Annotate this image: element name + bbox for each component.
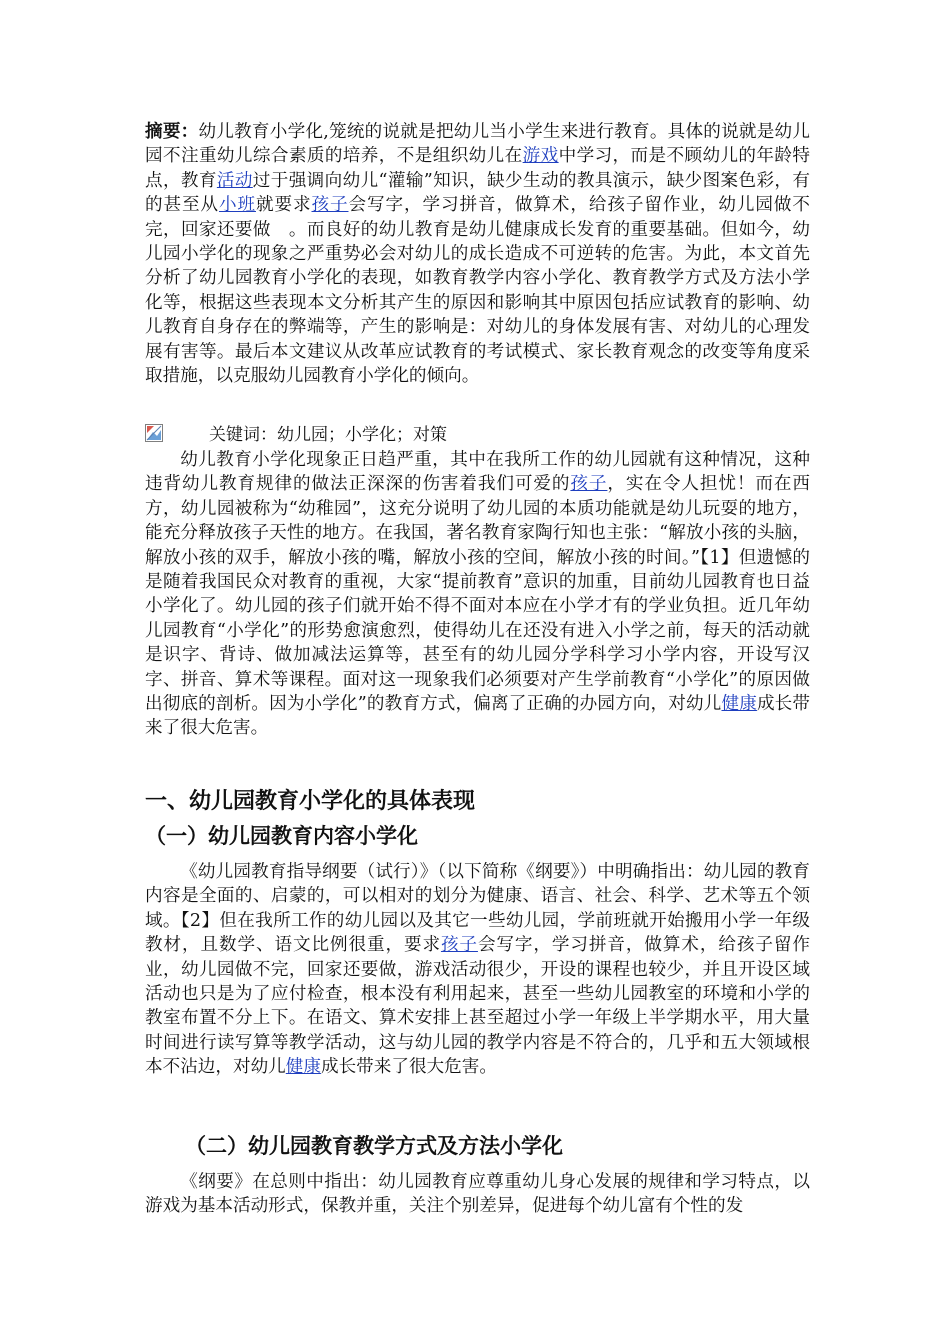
link-child-intro[interactable]: 孩子 — [570, 474, 608, 495]
broken-image-icon — [145, 424, 163, 442]
link-health-intro[interactable]: 健康 — [721, 694, 757, 715]
sub1-text-3: 成长带来了很大危害。 — [320, 1057, 497, 1078]
keywords-text: 关键词：幼儿园；小学化；对策 — [209, 425, 447, 445]
subsection-heading-1: （一）幼儿园教育内容小学化 — [145, 824, 418, 848]
abstract-paragraph — [145, 120, 810, 388]
link-health-sub1[interactable]: 健康 — [285, 1057, 321, 1078]
link-child[interactable]: 孩子 — [311, 195, 349, 216]
intro-text-2: ，实在令人担忧！而在西方，幼儿园被称为“幼稚园”，这充分说明了幼儿园的本质功能就是幼儿玩耍的地方，能充分释放孩子天性的地方。在我国，著名教育家陶行知也主张：“解放小孩的头脑，解放小孩的双手，解放小孩的嘴，解放小孩的空间，解放小孩的时间。”【1】但遗憾的是随着我国民众对教育的重视，大家“提前教育”意识的加重，目前幼儿园教育也日益小学化了。幼儿园的孩子们就开始不得不面对本应在小学才有的学业负担。近几年幼儿园教育“小学化”的形势愈演愈烈，使得幼儿在还没有进入小学之前，每天的活动就是识字、背诗、做加减法运算等，甚至有的幼儿园分学科学习小学内容，开设写汉字、拼音、算术等课程。面对这一现象我们必须要对产生学前教育“小学化”的原因做出彻底的剖析。因为小学化”的教育方式，偏离了正确的办园方向，对幼儿 — [145, 474, 810, 715]
sub2-text-1: 《纲要》在总则中指出：幼儿园教育应尊重幼儿身心发展的规律和学习特点，以游戏为基本活动形式，保教并重，关注个别差异，促进每个幼儿富有个性的发 — [145, 1172, 810, 1217]
sub1-text-1: 《幼儿园教育指导纲要（试行）》（以下简称《纲要》）中明确指出：幼儿园的教育内容是全面的、启蒙的，可以相对的划分为健康、语言、社会、科学、艺术等五个领域。【2】但在我所工作的幼儿园以及其它一些幼儿园，学前班就开始搬用小学一年级教材，且数学、语文比例很重，要求 — [145, 862, 810, 956]
abstract-text-1: 幼儿教育小学化,笼统的说就是把幼儿当小学生来进行教育。具体的说就是幼儿园不注重幼儿综合素质的培养，不是组织幼儿在 — [145, 122, 810, 167]
intro-text-3: 成长带来了很大危害。 — [145, 694, 810, 739]
link-activity[interactable]: 活动 — [216, 170, 253, 191]
abstract-text-2: 中学习，而是不顾幼儿的年龄特点，教育 — [145, 146, 810, 191]
abstract-text-4: 就要求 — [255, 195, 312, 216]
intro-text-1: 幼儿教育小学化现象正日趋严重，其中在我所工作的幼儿园就有这种情况，这种违背幼儿教育规律的做法正深深的伤害着我们可爱的 — [145, 450, 810, 495]
link-game[interactable]: 游戏 — [522, 146, 559, 167]
section-heading-1: 一、幼儿园教育小学化的具体表现 — [145, 789, 476, 814]
abstract-label: 摘要： — [145, 122, 199, 142]
sub1-text-2: 会写字，学习拼音，做算术，给孩子留作业，幼儿园做不完，回家还要做，游戏活动很少，开设的课程也较少，并且开设区域活动也只是为了应付检查，根本没有利用起来，甚至一些幼儿园教室的环境和小学的教室布置不分上下。在语文、算术安排上甚至超过小学一年级上半学期水平，用大量时间进行读写算等教学活动，这与幼儿园的教学内容是不符合的，几乎和五大领域根本不沾边，对幼儿 — [145, 935, 810, 1078]
link-child-sub1[interactable]: 孩子 — [440, 935, 478, 956]
abstract-text-3: 过于强调向幼儿“灌输”知识，缺少生动的教具演示，缺少图案色彩，有的甚至从 — [145, 170, 810, 216]
link-small-class[interactable]: 小班 — [218, 195, 256, 216]
subsection-2-paragraph — [145, 1170, 810, 1219]
abstract-text-5: 会写字，学习拼音，做算术，给孩子留作业，幼儿园做不完，回家还要做 。而良好的幼儿教育是幼儿健康成长发育的重要基础。但如今，幼儿园小学化的现象之严重势必会对幼儿的成长造成不可逆转的危害。为此，本文首先分析了幼儿园教育小学化的表现，如教育教学内容小学化、教育教学方式及方法小学化等，根据这些表现本文分析其产生的原因和影响其中原因包括应试教育的影响、幼儿教育自身存在的弊端等，产生的影响是：对幼儿的身体发展有害、对幼儿的心理发展有害等。最后本文建议从改革应试教育的考试模式、家长教育观念的改变等角度采取措施，以克服幼儿园教育小学化的倾向。 — [145, 195, 810, 387]
keywords-line — [145, 422, 810, 448]
subsection-heading-2: （二）幼儿园教育教学方式及方法小学化 — [185, 1134, 563, 1158]
subsection-1-paragraph — [145, 860, 810, 1080]
intro-paragraph — [145, 448, 810, 741]
